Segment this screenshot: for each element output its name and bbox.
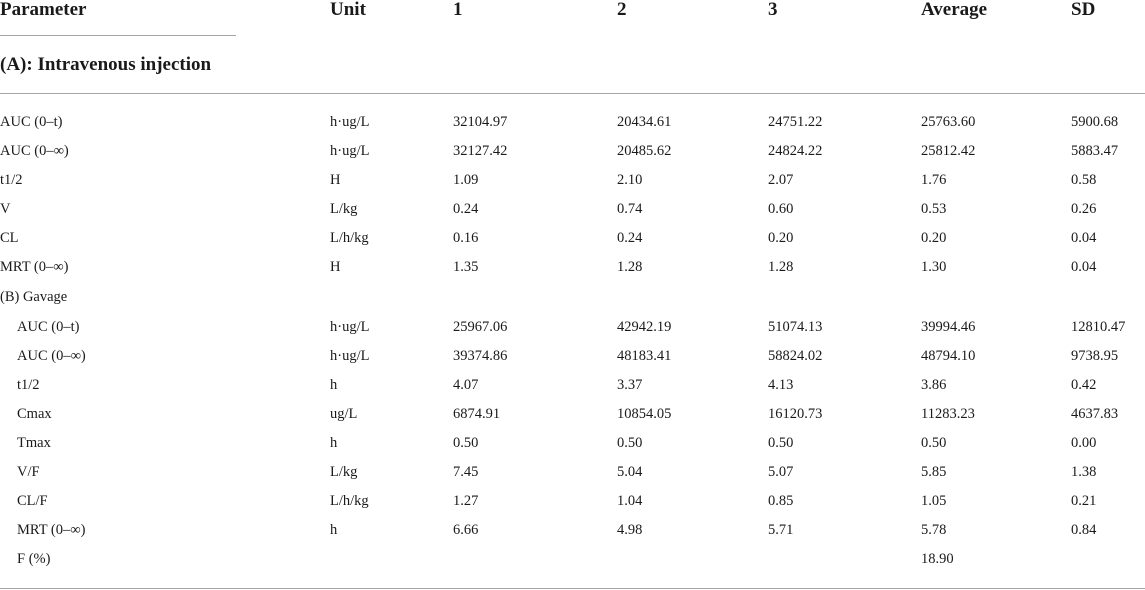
cell-parameter: Tmax (17, 435, 51, 451)
cell-value-3: 0.50 (768, 435, 794, 451)
cell-average: 11283.23 (921, 406, 975, 422)
cell-value-1: 1.09 (453, 172, 479, 188)
cell-parameter: MRT (0–∞) (0, 259, 69, 275)
cell-sd: 9738.95 (1071, 348, 1119, 364)
cell-value-3: 0.85 (768, 493, 794, 509)
cell-sd: 4637.83 (1071, 406, 1119, 422)
cell-value-2: 3.37 (617, 377, 643, 393)
cell-value-2: 5.04 (617, 464, 643, 480)
header-col-2: 2 (617, 0, 627, 20)
cell-value-3: 1.28 (768, 259, 794, 275)
cell-sd: 5900.68 (1071, 114, 1119, 130)
table-row (0, 194, 1145, 224)
cell-unit: h (330, 435, 338, 451)
cell-parameter: MRT (0–∞) (17, 522, 86, 538)
cell-average: 0.50 (921, 435, 947, 451)
cell-value-3: 51074.13 (768, 319, 823, 335)
cell-unit: h (330, 522, 338, 538)
cell-sd: 0.26 (1071, 201, 1097, 217)
cell-value-1: 0.50 (453, 435, 479, 451)
cell-value-1: 39374.86 (453, 348, 508, 364)
cell-parameter: CL/F (17, 493, 48, 509)
cell-value-2: 20434.61 (617, 114, 672, 130)
cell-value-1: 1.35 (453, 259, 479, 275)
cell-value-3: 24751.22 (768, 114, 823, 130)
cell-value-3: 4.13 (768, 377, 794, 393)
cell-value-2: 48183.41 (617, 348, 672, 364)
table-row (0, 457, 1145, 487)
cell-value-1: 32104.97 (453, 114, 508, 130)
cell-value-3: 0.20 (768, 230, 794, 246)
section-a-divider (0, 93, 1145, 94)
table-bottom-rule (0, 588, 1145, 589)
cell-value-2: 4.98 (617, 522, 643, 538)
table-row (0, 544, 1145, 574)
cell-value-1: 0.24 (453, 201, 479, 217)
cell-value-1: 32127.42 (453, 143, 508, 159)
cell-unit: h (330, 377, 338, 393)
cell-parameter: AUC (0–∞) (17, 348, 86, 364)
table-row (0, 107, 1145, 137)
cell-value-3: 58824.02 (768, 348, 823, 364)
cell-average: 5.85 (921, 464, 947, 480)
cell-parameter: Cmax (17, 406, 52, 422)
cell-sd: 0.04 (1071, 230, 1097, 246)
cell-average: 5.78 (921, 522, 947, 538)
cell-value-1: 0.16 (453, 230, 479, 246)
header-col-1: 1 (453, 0, 463, 20)
cell-value-2: 0.50 (617, 435, 643, 451)
cell-sd: 12810.47 (1071, 319, 1126, 335)
cell-value-3: 0.60 (768, 201, 794, 217)
cell-sd: 0.42 (1071, 377, 1097, 393)
cell-value-1: 25967.06 (453, 319, 508, 335)
cell-value-2: 1.04 (617, 493, 643, 509)
cell-value-1: 1.27 (453, 493, 479, 509)
cell-unit: L/kg (330, 201, 358, 217)
cell-value-3: 2.07 (768, 172, 794, 188)
cell-value-3: 24824.22 (768, 143, 823, 159)
cell-average: 3.86 (921, 377, 947, 393)
cell-value-2: 1.28 (617, 259, 643, 275)
cell-unit: h·ug/L (330, 114, 370, 130)
table-row (0, 428, 1145, 458)
cell-sd: 5883.47 (1071, 143, 1119, 159)
table-row (0, 486, 1145, 516)
cell-average: 25763.60 (921, 114, 976, 130)
header-col-3: 3 (768, 0, 778, 20)
cell-unit: h·ug/L (330, 143, 370, 159)
table-row (0, 341, 1145, 371)
header-divider (0, 35, 236, 36)
cell-value-2: 0.74 (617, 201, 643, 217)
cell-unit: h·ug/L (330, 319, 370, 335)
table-row (0, 165, 1145, 195)
cell-value-2: 42942.19 (617, 319, 672, 335)
cell-value-2: 10854.05 (617, 406, 672, 422)
cell-average: 0.53 (921, 201, 947, 217)
cell-unit: H (330, 172, 341, 188)
cell-value-1: 7.45 (453, 464, 479, 480)
cell-value-1: 6.66 (453, 522, 479, 538)
table-row (0, 312, 1145, 342)
cell-average: 39994.46 (921, 319, 976, 335)
table-row (0, 370, 1145, 400)
cell-average: 18.90 (921, 551, 954, 567)
header-average: Average (921, 0, 988, 20)
cell-value-3: 5.71 (768, 522, 794, 538)
cell-parameter: t1/2 (0, 172, 23, 188)
cell-value-3: 5.07 (768, 464, 794, 480)
cell-parameter: AUC (0–t) (17, 319, 80, 335)
cell-average: 1.05 (921, 493, 947, 509)
section-b-title: (B) Gavage (0, 289, 68, 305)
cell-parameter: F (%) (17, 551, 51, 567)
section-a-title: (A): Intravenous injection (0, 54, 212, 75)
cell-average: 1.76 (921, 172, 947, 188)
header-sd: SD (1071, 0, 1096, 20)
header-parameter: Parameter (0, 0, 87, 20)
cell-parameter: AUC (0–∞) (0, 143, 69, 159)
cell-unit: L/h/kg (330, 493, 369, 509)
cell-parameter: CL (0, 230, 19, 246)
cell-average: 0.20 (921, 230, 947, 246)
cell-value-1: 6874.91 (453, 406, 501, 422)
cell-parameter: t1/2 (17, 377, 40, 393)
table-row (0, 223, 1145, 253)
cell-unit: h·ug/L (330, 348, 370, 364)
cell-parameter: V (0, 201, 11, 217)
cell-unit: L/h/kg (330, 230, 369, 246)
cell-unit: H (330, 259, 341, 275)
cell-sd: 1.38 (1071, 464, 1097, 480)
cell-sd: 0.84 (1071, 522, 1097, 538)
header-unit: Unit (330, 0, 366, 20)
cell-average: 1.30 (921, 259, 947, 275)
cell-parameter: V/F (17, 464, 40, 480)
cell-sd: 0.00 (1071, 435, 1097, 451)
cell-average: 48794.10 (921, 348, 976, 364)
cell-sd: 0.58 (1071, 172, 1097, 188)
table-row (0, 136, 1145, 166)
cell-sd: 0.04 (1071, 259, 1097, 275)
cell-value-2: 0.24 (617, 230, 643, 246)
table-row (0, 399, 1145, 429)
cell-average: 25812.42 (921, 143, 976, 159)
cell-parameter: AUC (0–t) (0, 114, 63, 130)
cell-value-3: 16120.73 (768, 406, 823, 422)
cell-sd: 0.21 (1071, 493, 1097, 509)
cell-value-2: 2.10 (617, 172, 643, 188)
cell-unit: ug/L (330, 406, 358, 422)
cell-unit: L/kg (330, 464, 358, 480)
table-row (0, 252, 1145, 282)
cell-value-2: 20485.62 (617, 143, 672, 159)
cell-value-1: 4.07 (453, 377, 479, 393)
table-row (0, 515, 1145, 545)
